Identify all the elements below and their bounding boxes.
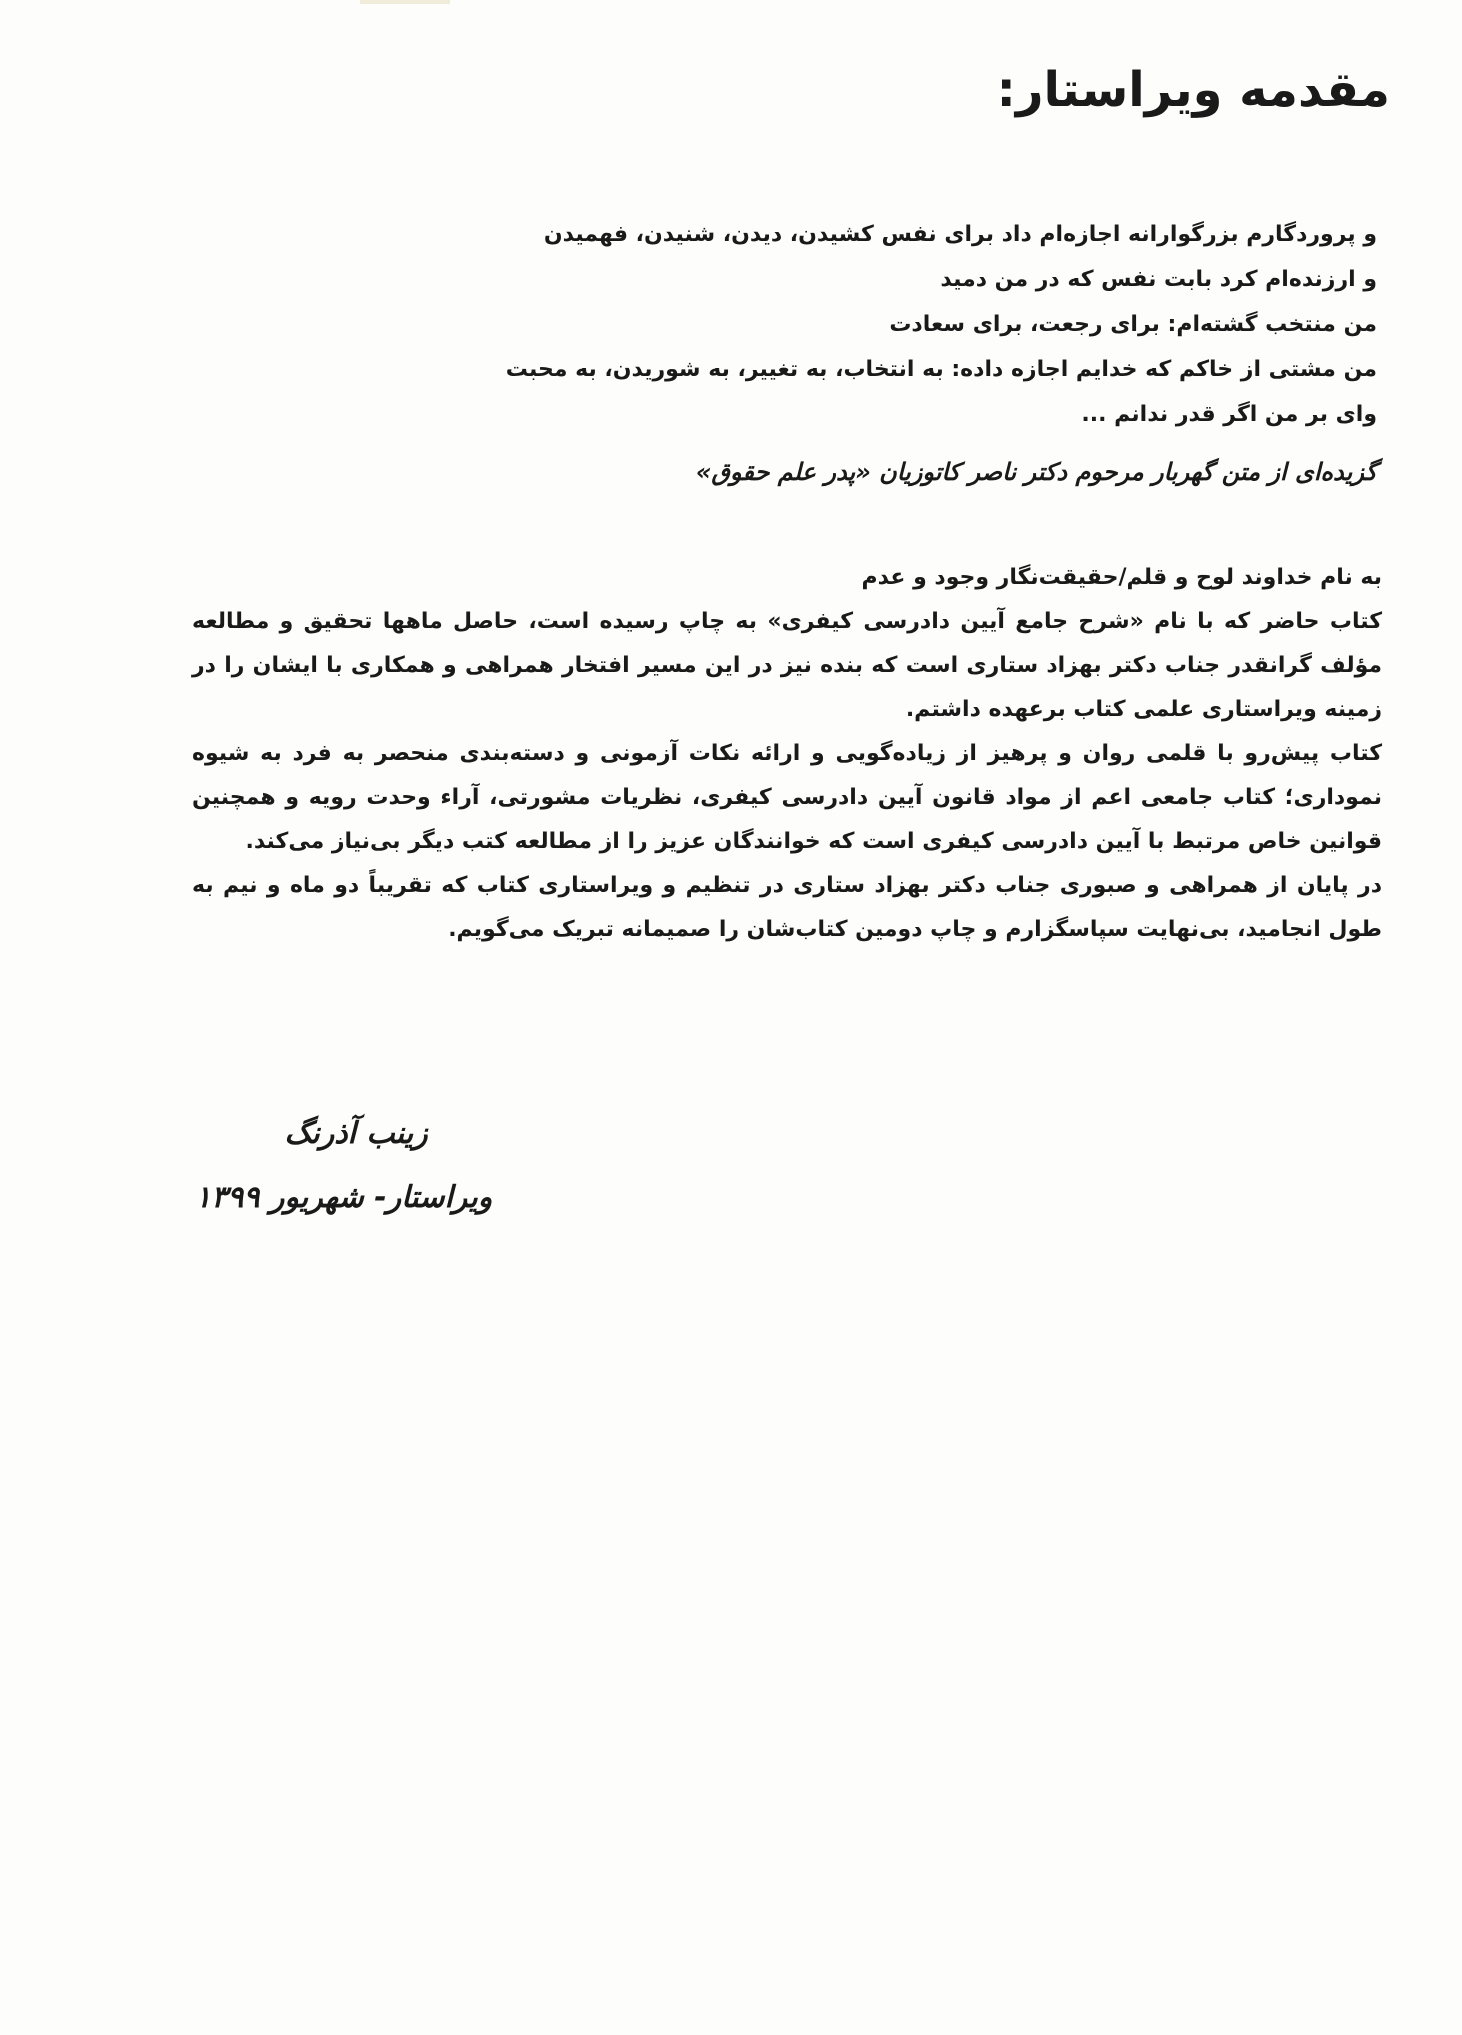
signature-name: زینب آذرنگ: [284, 1116, 428, 1151]
poem-block: [377, 212, 1377, 437]
body-paragraph: به نام خداوند لوح و قلم/حقیقت‌نگار وجود و عدم: [861, 565, 1382, 590]
page-title: مقدمه ویراستار:: [996, 62, 1390, 118]
scan-mark: [360, 0, 450, 4]
body-text: [192, 556, 1382, 952]
signature-role-date: ویراستار- شهریور ۱۳۹۹: [195, 1180, 493, 1215]
body-paragraph: در پایان از همراهی و صبوری جناب دکتر بهزاد ستاری در تنظیم و ویراستاری کتاب که تقریباً دو ماه و نیم به طول انجامید، بی‌نهایت سپاسگزارم و چاپ دومین کتاب‌شان را صمیمانه تبریک می‌گویم.: [192, 873, 1382, 942]
signature-block: [195, 1102, 492, 1230]
poem-line: من منتخب گشته‌ام: برای رجعت، برای سعادت: [889, 312, 1377, 337]
poem-line: وای بر من اگر قدر ندانم ...: [1081, 402, 1377, 427]
body-paragraph: کتاب پیش‌رو با قلمی روان و پرهیز از زیاده‌گویی و ارائه نکات آزمونی و دسته‌بندی منحصر به فرد به شیوه نموداری؛ کتاب جامعی اعم از مواد قانون آیین دادرسی کیفری، نظریات مشورتی، آراء وحدت رویه و همچنین قوانین خاص مرتبط با آیین دادرسی کیفری است که خوانندگان عزیز را از مطالعه کتب دیگر بی‌نیاز می‌کند.: [192, 741, 1382, 854]
body-paragraph: کتاب حاضر که با نام «شرح جامع آیین دادرسی کیفری» به چاپ رسیده است، حاصل ماهها تحقیق و مطالعه مؤلف گرانقدر جناب دکتر بهزاد ستاری است که بنده نیز در این مسیر افتخار همراهی و همکاری با ایشان را در زمینه ویراستاری علمی کتاب برعهده داشتم.: [192, 609, 1382, 722]
poem-line: و پروردگارم بزرگوارانه اجازه‌ام داد برای نفس کشیدن، دیدن، شنیدن، فهمیدن: [543, 222, 1377, 247]
poem-line: من مشتی از خاکم که خدایم اجازه داده: به انتخاب، به تغییر، به شوریدن، به محبت: [505, 357, 1377, 382]
poem-line: و ارزنده‌ام کرد بابت نفس که در من دمید: [940, 267, 1377, 292]
quote-attribution: گزیده‌ای از متن گهربار مرحوم دکتر ناصر کاتوزیان «پدر علم حقوق»: [695, 458, 1377, 486]
